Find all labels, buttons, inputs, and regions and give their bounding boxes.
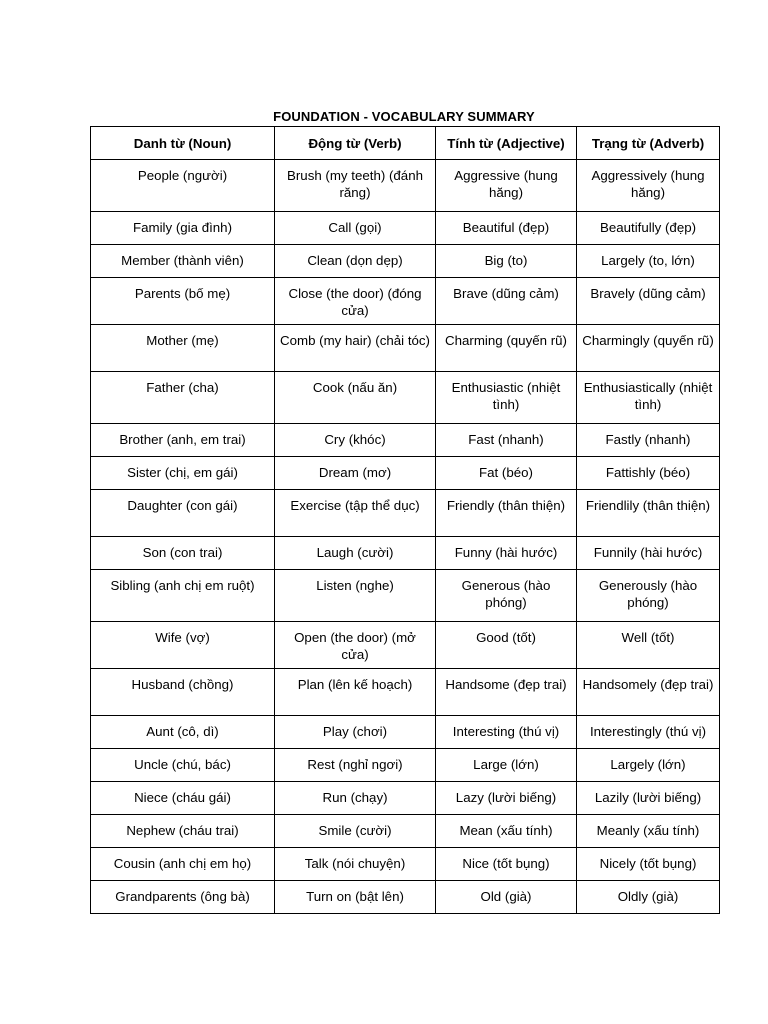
cell-adjective: Aggressive (hung hăng) (436, 160, 577, 212)
table-row (91, 848, 720, 881)
header-verb: Động từ (Verb) (275, 127, 436, 160)
table-row (91, 457, 720, 490)
cell-noun: Aunt (cô, dì) (91, 716, 275, 749)
table-row (91, 160, 720, 212)
table-row (91, 424, 720, 457)
cell-verb: Comb (my hair) (chải tóc) (275, 325, 436, 372)
cell-adverb: Lazily (lười biếng) (577, 782, 720, 815)
cell-adverb: Meanly (xấu tính) (577, 815, 720, 848)
cell-adverb: Largely (to, lớn) (577, 245, 720, 278)
cell-adverb: Largely (lớn) (577, 749, 720, 782)
cell-noun: Grandparents (ông bà) (91, 881, 275, 914)
table-row (91, 622, 720, 669)
cell-adverb: Generously (hào phóng) (577, 570, 720, 622)
table-row (91, 372, 720, 424)
table-row (91, 212, 720, 245)
cell-verb: Open (the door) (mở cửa) (275, 622, 436, 669)
cell-adjective: Funny (hài hước) (436, 537, 577, 570)
cell-adverb: Well (tốt) (577, 622, 720, 669)
cell-adjective: Fast (nhanh) (436, 424, 577, 457)
cell-adverb: Interestingly (thú vị) (577, 716, 720, 749)
cell-noun: Husband (chồng) (91, 669, 275, 716)
cell-adverb: Fastly (nhanh) (577, 424, 720, 457)
cell-adjective: Large (lớn) (436, 749, 577, 782)
table-row (91, 278, 720, 325)
cell-noun: Nephew (cháu trai) (91, 815, 275, 848)
cell-noun: People (người) (91, 160, 275, 212)
cell-noun: Niece (cháu gái) (91, 782, 275, 815)
cell-noun: Brother (anh, em trai) (91, 424, 275, 457)
cell-adverb: Enthusiastically (nhiệt tình) (577, 372, 720, 424)
cell-verb: Close (the door) (đóng cửa) (275, 278, 436, 325)
cell-adverb: Aggressively (hung hăng) (577, 160, 720, 212)
table-row (91, 669, 720, 716)
cell-verb: Clean (dọn dẹp) (275, 245, 436, 278)
table-row (91, 537, 720, 570)
header-noun: Danh từ (Noun) (91, 127, 275, 160)
cell-adjective: Friendly (thân thiện) (436, 490, 577, 537)
table-header-row (91, 127, 720, 160)
cell-verb: Plan (lên kế hoạch) (275, 669, 436, 716)
table-row (91, 245, 720, 278)
table-row (91, 490, 720, 537)
cell-verb: Brush (my teeth) (đánh răng) (275, 160, 436, 212)
cell-adjective: Generous (hào phóng) (436, 570, 577, 622)
table-row (91, 716, 720, 749)
cell-verb: Smile (cười) (275, 815, 436, 848)
cell-adjective: Old (già) (436, 881, 577, 914)
table-row (91, 815, 720, 848)
cell-adverb: Charmingly (quyến rũ) (577, 325, 720, 372)
cell-verb: Dream (mơ) (275, 457, 436, 490)
cell-noun: Mother (mẹ) (91, 325, 275, 372)
cell-adjective: Fat (béo) (436, 457, 577, 490)
cell-noun: Family (gia đình) (91, 212, 275, 245)
cell-adjective: Enthusiastic (nhiệt tình) (436, 372, 577, 424)
cell-verb: Play (chơi) (275, 716, 436, 749)
cell-adverb: Nicely (tốt bụng) (577, 848, 720, 881)
cell-adjective: Nice (tốt bụng) (436, 848, 577, 881)
table-row (91, 749, 720, 782)
cell-adjective: Charming (quyến rũ) (436, 325, 577, 372)
cell-noun: Member (thành viên) (91, 245, 275, 278)
cell-adjective: Brave (dũng cảm) (436, 278, 577, 325)
cell-adverb: Oldly (già) (577, 881, 720, 914)
cell-adverb: Fattishly (béo) (577, 457, 720, 490)
cell-adverb: Handsomely (đẹp trai) (577, 669, 720, 716)
cell-verb: Call (gọi) (275, 212, 436, 245)
header-adjective: Tính từ (Adjective) (436, 127, 577, 160)
cell-verb: Talk (nói chuyện) (275, 848, 436, 881)
cell-adjective: Good (tốt) (436, 622, 577, 669)
table-row (91, 782, 720, 815)
cell-adjective: Interesting (thú vị) (436, 716, 577, 749)
cell-verb: Turn on (bật lên) (275, 881, 436, 914)
cell-adverb: Beautifully (đẹp) (577, 212, 720, 245)
cell-adjective: Beautiful (đẹp) (436, 212, 577, 245)
table-row (91, 570, 720, 622)
cell-verb: Cook (nấu ăn) (275, 372, 436, 424)
cell-verb: Listen (nghe) (275, 570, 436, 622)
cell-noun: Sister (chị, em gái) (91, 457, 275, 490)
cell-noun: Son (con trai) (91, 537, 275, 570)
cell-noun: Cousin (anh chị em họ) (91, 848, 275, 881)
cell-noun: Daughter (con gái) (91, 490, 275, 537)
cell-adjective: Mean (xấu tính) (436, 815, 577, 848)
cell-adverb: Friendlily (thân thiện) (577, 490, 720, 537)
vocabulary-table (90, 126, 720, 914)
cell-verb: Cry (khóc) (275, 424, 436, 457)
table-row (91, 881, 720, 914)
cell-adjective: Big (to) (436, 245, 577, 278)
cell-noun: Uncle (chú, bác) (91, 749, 275, 782)
table-row (91, 325, 720, 372)
cell-noun: Sibling (anh chị em ruột) (91, 570, 275, 622)
cell-verb: Exercise (tập thể dục) (275, 490, 436, 537)
cell-verb: Laugh (cười) (275, 537, 436, 570)
cell-noun: Father (cha) (91, 372, 275, 424)
cell-verb: Rest (nghỉ ngơi) (275, 749, 436, 782)
cell-verb: Run (chạy) (275, 782, 436, 815)
cell-adverb: Funnily (hài hước) (577, 537, 720, 570)
cell-adjective: Lazy (lười biếng) (436, 782, 577, 815)
header-adverb: Trạng từ (Adverb) (577, 127, 720, 160)
cell-noun: Parents (bố mẹ) (91, 278, 275, 325)
document-title: FOUNDATION - VOCABULARY SUMMARY (273, 109, 535, 124)
cell-noun: Wife (vợ) (91, 622, 275, 669)
cell-adverb: Bravely (dũng cảm) (577, 278, 720, 325)
cell-adjective: Handsome (đẹp trai) (436, 669, 577, 716)
